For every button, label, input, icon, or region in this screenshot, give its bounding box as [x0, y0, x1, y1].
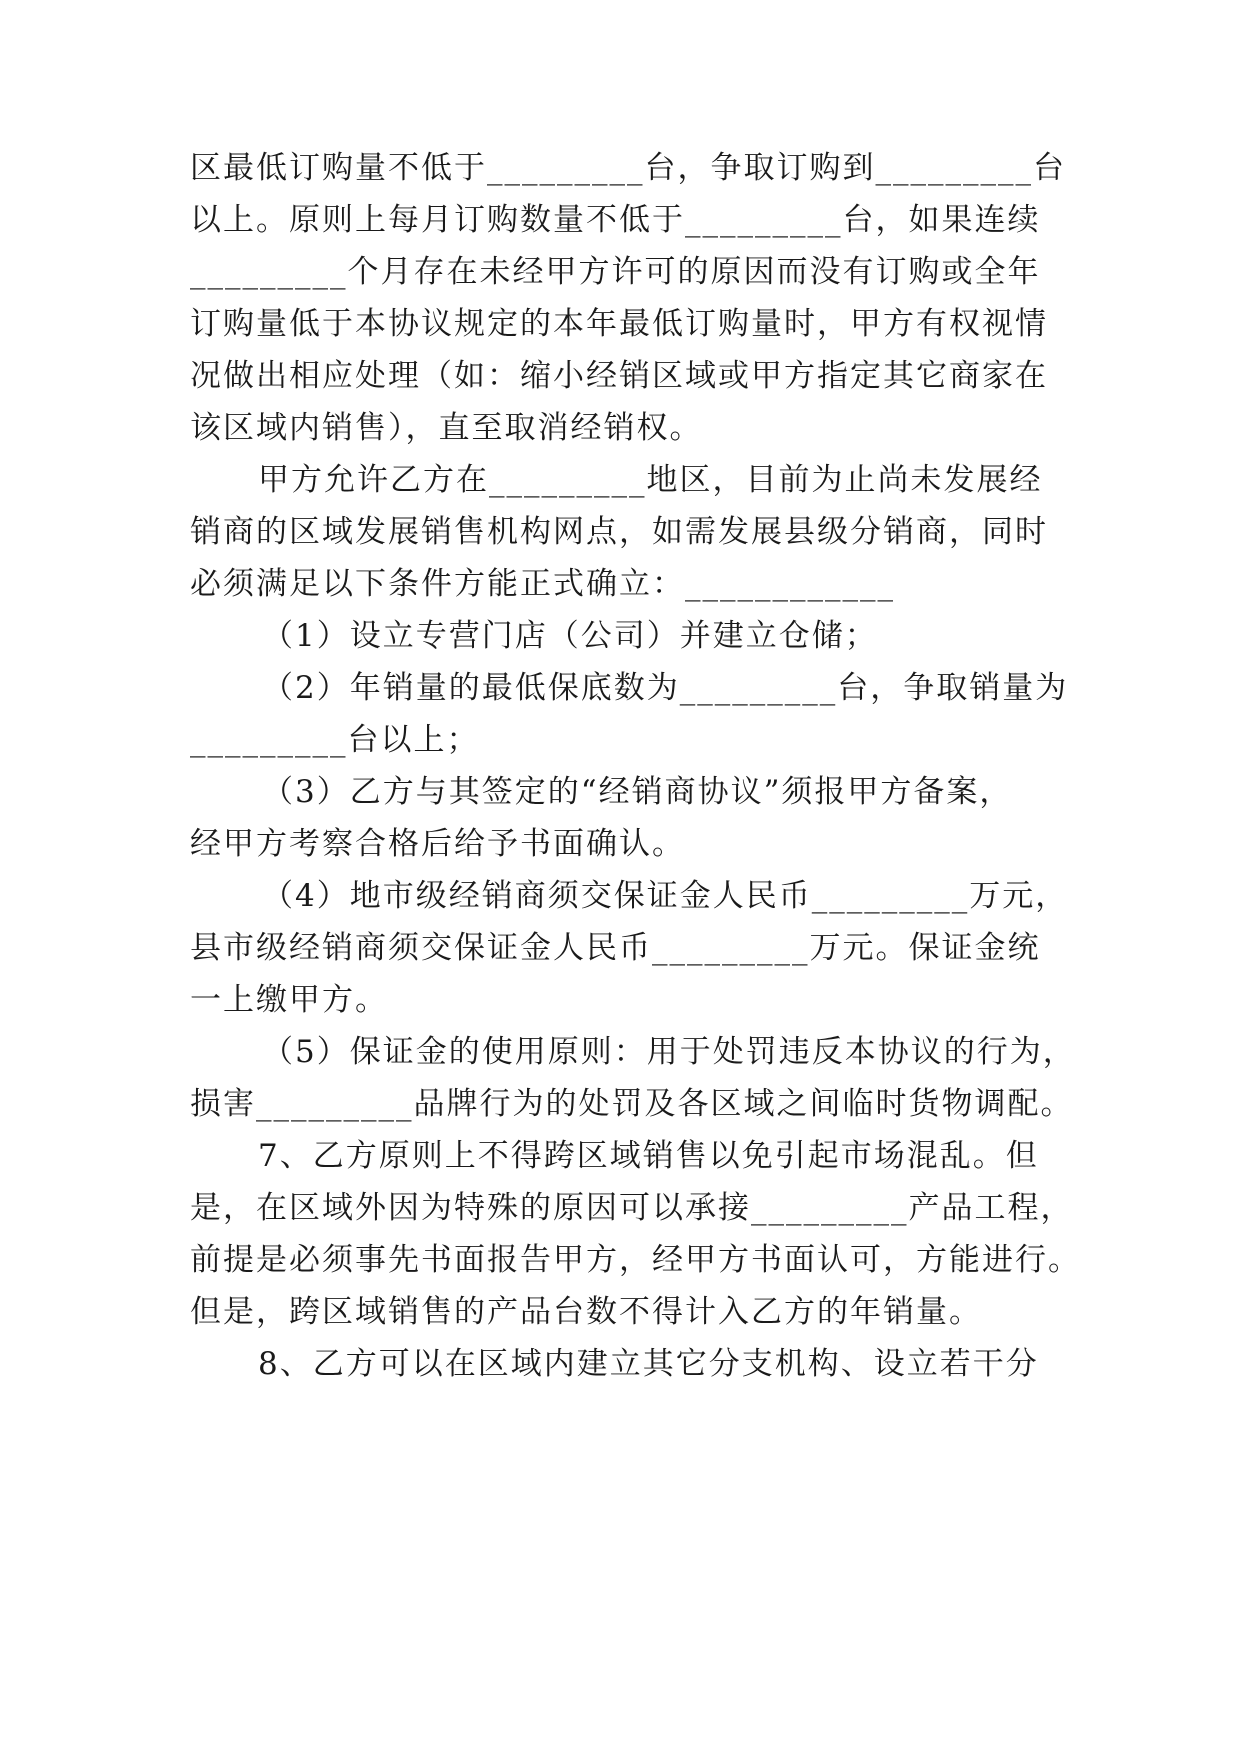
text-line: _________个月存在未经甲方许可的原因而没有订购或全年 [190, 254, 1041, 290]
text-line: （2）年销量的最低保底数为_________台，争取销量为 [262, 670, 1069, 706]
text-line: _________台以上； [190, 722, 480, 758]
text-line: 必须满足以下条件方能正式确立：____________ [190, 566, 895, 602]
text-line: （3）乙方与其签定的“经销商协议”须报甲方备案， [262, 774, 1013, 810]
text-line: 订购量低于本协议规定的本年最低订购量时，甲方有权视情 [190, 306, 1048, 342]
text-line: 7、乙方原则上不得跨区域销售以免引起市场混乱。但 [258, 1138, 1039, 1174]
text-line: 况做出相应处理（如：缩小经销区域或甲方指定其它商家在 [190, 358, 1048, 394]
text-line: 前提是必须事先书面报告甲方，经甲方书面认可，方能进行。 [190, 1242, 1081, 1278]
text-line: （4）地市级经销商须交保证金人民币_________万元， [262, 878, 1069, 914]
text-line: 区最低订购量不低于_________台，争取订购到_________台 [190, 150, 1066, 186]
text-line: 销商的区域发展销售机构网点，如需发展县级分销商，同时 [190, 514, 1048, 550]
text-line: 是，在区域外因为特殊的原因可以承接_________产品工程， [190, 1190, 1074, 1226]
text-line: 8、乙方可以在区域内建立其它分支机构、设立若干分 [258, 1346, 1039, 1382]
text-line: 甲方允许乙方在_________地区，目前为止尚未发展经 [258, 462, 1043, 498]
text-line: 损害_________品牌行为的处罚及各区域之间临时货物调配。 [190, 1086, 1074, 1122]
text-line: 该区域内销售），直至取消经销权。 [190, 410, 703, 446]
text-line: （5）保证金的使用原则：用于处罚违反本协议的行为， [262, 1034, 1076, 1070]
text-line: 经甲方考察合格后给予书面确认。 [190, 826, 685, 862]
text-line: 一上缴甲方。 [190, 982, 388, 1018]
text-line: （1）设立专营门店（公司）并建立仓储； [262, 618, 878, 654]
text-line: 县市级经销商须交保证金人民币_________万元。保证金统 [190, 930, 1041, 966]
text-line: 但是，跨区域销售的产品台数不得计入乙方的年销量。 [190, 1294, 982, 1330]
text-line: 以上。原则上每月订购数量不低于_________台，如果连续 [190, 202, 1041, 238]
